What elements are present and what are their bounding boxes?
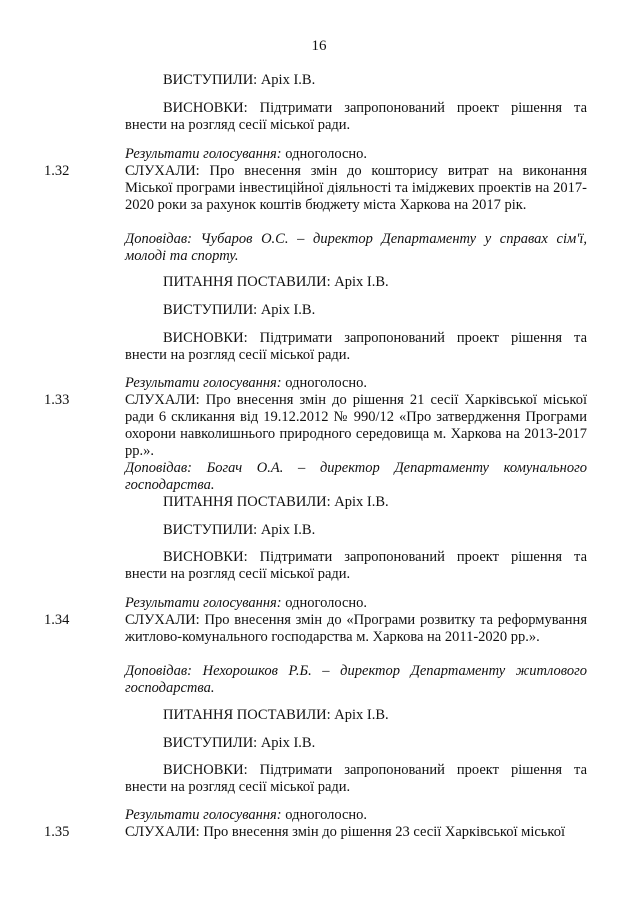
speaker-text: Доповідав: Богач О.А. – директор Департаменту комунального господарства. [125, 460, 587, 493]
vote-result [125, 595, 587, 612]
vote-label: Результати голосування: [125, 146, 282, 162]
vote-value: одноголосно. [281, 807, 368, 823]
speaker-text: Доповідав: Нехорошков Р.Б. – директор Департаменту житлового господарства. [125, 663, 587, 696]
vote-result [125, 146, 587, 163]
speaker-line [125, 460, 587, 494]
vote-value: одноголосно. [281, 375, 368, 391]
item-number: 1.32 [44, 163, 70, 179]
heard-paragraph: СЛУХАЛИ: Про внесення змін до «Програми розвитку та реформування житлово-комунального господарства м. Харкова на 2011-2020 рр.». [125, 612, 587, 645]
question-put-line: ПИТАННЯ ПОСТАВИЛИ: Аріх І.В. [163, 494, 389, 510]
conclusions-paragraph: ВИСНОВКИ: Підтримати запропонований проект рішення та внести на розгляд сесії міської ради. [125, 100, 587, 133]
question-put-line: ПИТАННЯ ПОСТАВИЛИ: Аріх І.В. [163, 707, 389, 723]
vote-value: одноголосно. [281, 146, 368, 162]
spoke-line: ВИСТУПИЛИ: Аріх І.В. [163, 302, 316, 318]
vote-value: одноголосно. [281, 595, 368, 611]
spoke-line: ВИСТУПИЛИ: Аріх І.В. [163, 522, 316, 538]
vote-label: Результати голосування: [125, 375, 282, 391]
vote-label: Результати голосування: [125, 595, 282, 611]
heard-paragraph: СЛУХАЛИ: Про внесення змін до рішення 21 сесії Харківської міської ради 6 скликання від 19.12.2012 № 990/12 «Про затвердження Програми охорони навколишнього природного середовища м. Харкова на 2013-2017 рр.». [125, 392, 587, 459]
vote-result [125, 807, 587, 824]
heard-paragraph: СЛУХАЛИ: Про внесення змін до рішення 23 сесії Харківської міської [125, 824, 565, 840]
conclusions-paragraph: ВИСНОВКИ: Підтримати запропонований проект рішення та внести на розгляд сесії міської ради. [125, 762, 587, 795]
item-number: 1.33 [44, 392, 70, 408]
item-number: 1.34 [44, 612, 70, 628]
speaker-line [125, 663, 587, 697]
spoke-line: ВИСТУПИЛИ: Аріх І.В. [163, 72, 316, 88]
vote-label: Результати голосування: [125, 807, 282, 823]
page-number: 16 [311, 38, 327, 54]
speaker-text: Доповідав: Чубаров О.С. – директор Департаменту у справах сім'ї, молоді та спорту. [125, 231, 587, 264]
speaker-line [125, 231, 587, 265]
item-number: 1.35 [44, 824, 70, 840]
heard-paragraph: СЛУХАЛИ: Про внесення змін до кошторису витрат на виконання Міської програми інвестиційної діяльності та іміджевих проектів на 2017-2020 роки за рахунок коштів бюджету міста Харкова на 2017 рік. [125, 163, 587, 213]
question-put-line: ПИТАННЯ ПОСТАВИЛИ: Аріх І.В. [163, 274, 389, 290]
conclusions-paragraph: ВИСНОВКИ: Підтримати запропонований проект рішення та внести на розгляд сесії міської ради. [125, 549, 587, 582]
spoke-line: ВИСТУПИЛИ: Аріх І.В. [163, 735, 316, 751]
conclusions-paragraph: ВИСНОВКИ: Підтримати запропонований проект рішення та внести на розгляд сесії міської ради. [125, 330, 587, 363]
vote-result [125, 375, 587, 392]
